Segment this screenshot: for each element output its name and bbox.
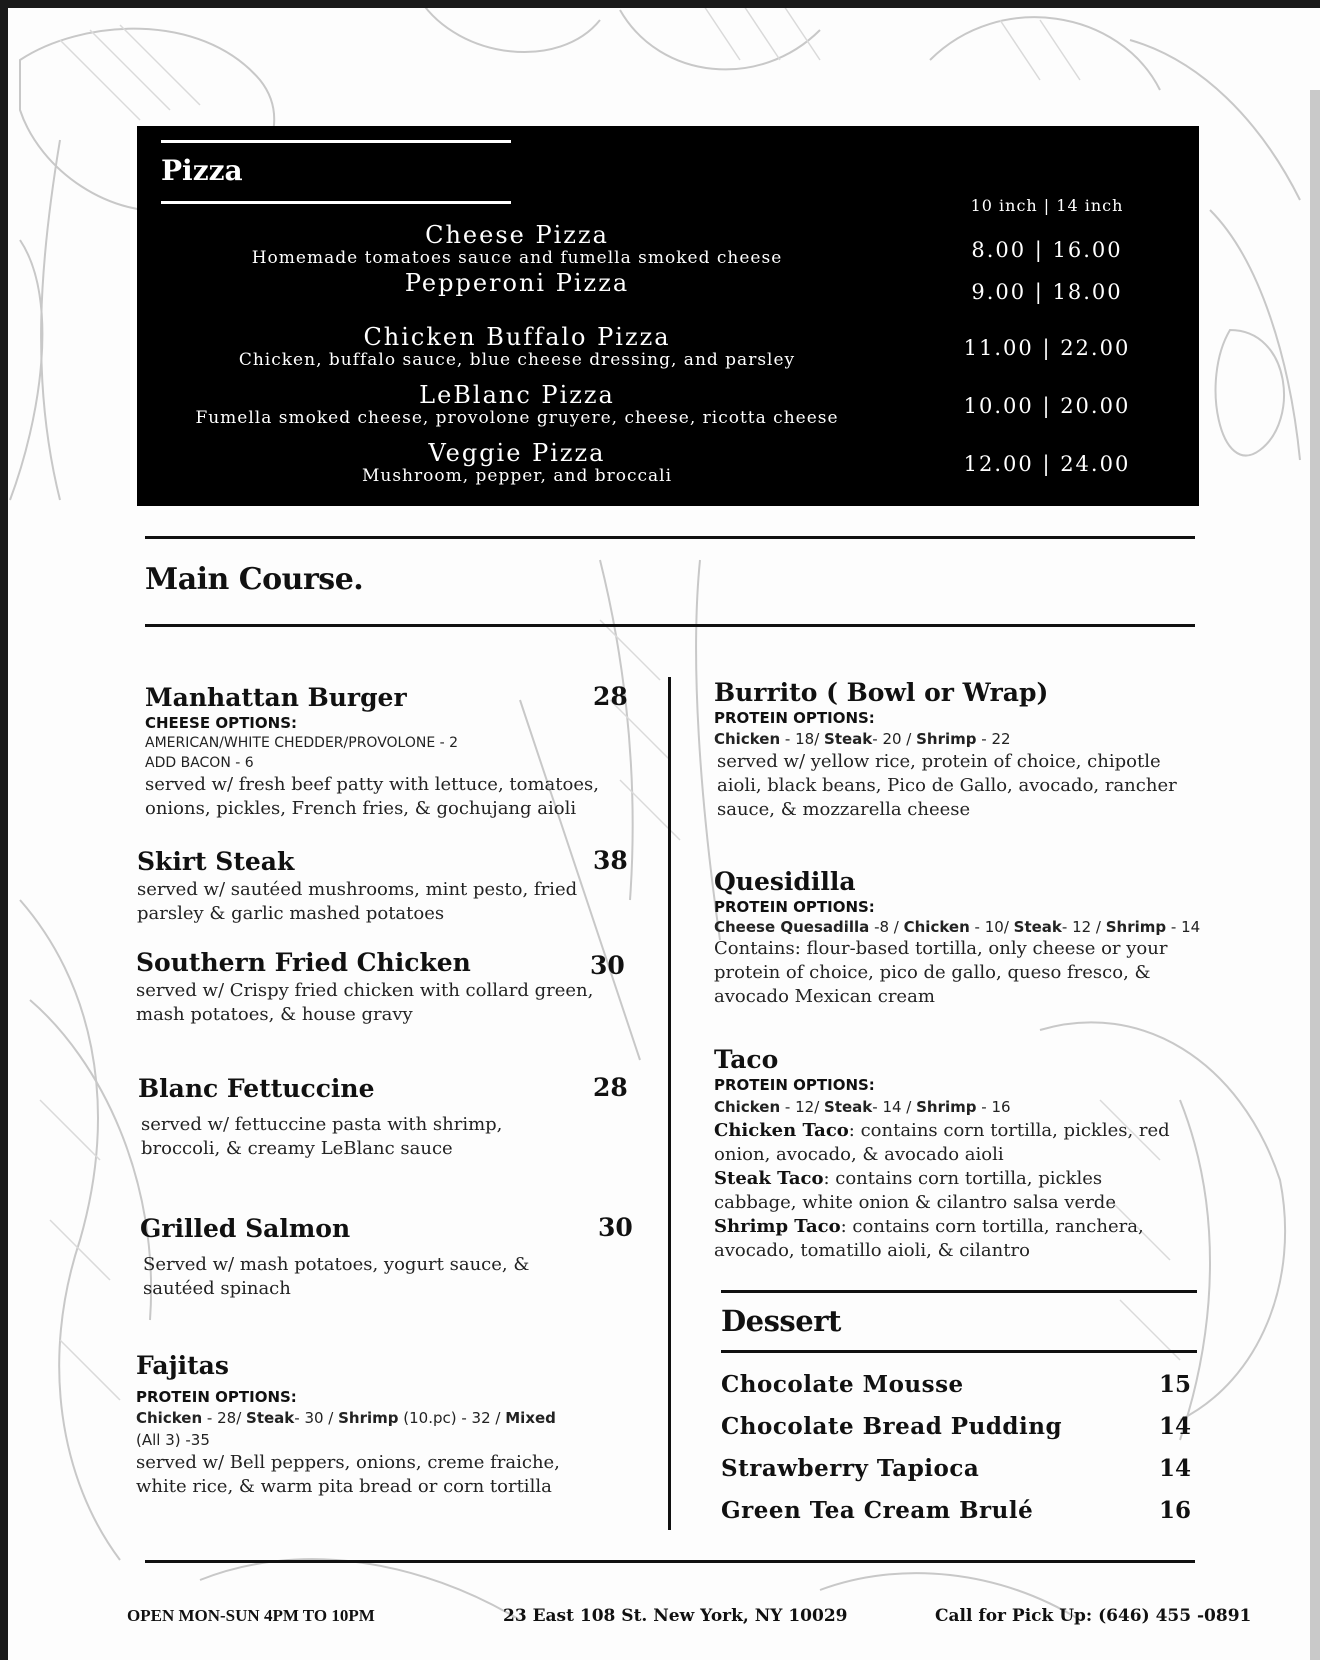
options-heading: CHEESE OPTIONS: <box>145 714 297 732</box>
option-line <box>714 1095 1254 1119</box>
menu-item-quesadilla <box>714 866 1274 1009</box>
options-heading: PROTEIN OPTIONS: <box>136 1388 297 1406</box>
column-divider <box>668 677 671 1530</box>
option-price: - 14 <box>1166 918 1201 936</box>
option-protein: Steak <box>1013 918 1062 936</box>
item-name: Grilled Salmon <box>140 1214 351 1243</box>
option-protein: Mixed <box>505 1409 556 1427</box>
option-price: - 14 / <box>872 1098 917 1116</box>
dessert-item <box>721 1455 1191 1482</box>
dessert-price: 15 <box>1158 1371 1191 1398</box>
option-protein: Shrimp <box>916 1098 977 1116</box>
dessert-price: 14 <box>1158 1413 1191 1440</box>
item-desc: Served w/ mash potatoes, yogurt sauce, & <box>143 1254 530 1275</box>
pizza-name: Chicken Buffalo Pizza <box>363 323 671 351</box>
top-border <box>0 0 1320 8</box>
option-protein: Chicken <box>714 1098 781 1116</box>
option-protein: Chicken <box>903 918 970 936</box>
option-price: - 18/ <box>780 730 825 748</box>
item-desc: served w/ Bell peppers, onions, creme fraiche, <box>136 1452 560 1473</box>
option-price: - 16 <box>976 1098 1011 1116</box>
option-price: - 28/ <box>202 1409 247 1427</box>
menu-item-fajitas <box>136 1350 646 1499</box>
left-border <box>0 0 8 1660</box>
main-course-title: Main Course. <box>145 562 364 597</box>
dessert-name: Chocolate Bread Pudding <box>721 1413 1063 1440</box>
main-rule-bottom <box>145 624 1195 627</box>
item-name: Skirt Steak <box>137 847 295 876</box>
pizza-price: 11.00 | 22.00 <box>963 336 1131 360</box>
address: 23 East 108 St. New York, NY 10029 <box>503 1606 848 1626</box>
pizza-price: 10.00 | 20.00 <box>963 394 1131 418</box>
pizza-name: LeBlanc Pizza <box>419 381 615 409</box>
menu-item-manhattan-burger <box>145 682 628 821</box>
pizza-item <box>177 324 857 370</box>
option-protein: Shrimp <box>1105 918 1167 936</box>
menu-item-taco <box>714 1044 1254 1263</box>
option-protein: Steak <box>246 1409 295 1427</box>
dessert-rule-top <box>721 1290 1197 1293</box>
dessert-name: Green Tea Cream Brulé <box>721 1497 1034 1524</box>
pizza-title: Pizza <box>161 154 243 187</box>
item-price: 30 <box>598 1213 633 1242</box>
option-protein: Chicken <box>714 730 781 748</box>
footer-rule <box>145 1560 1195 1563</box>
pizza-price: 8.00 | 16.00 <box>971 238 1123 262</box>
item-desc <box>714 1167 1254 1191</box>
option-line <box>714 728 1254 750</box>
item-name: Taco <box>714 1045 779 1074</box>
item-name: Manhattan Burger <box>145 683 407 712</box>
options-heading: PROTEIN OPTIONS: <box>714 898 875 916</box>
option-price: - 12/ <box>780 1098 825 1116</box>
item-desc: protein of choice, pico de gallo, queso fresco, & <box>714 962 1151 983</box>
option-protein: Shrimp <box>916 730 977 748</box>
option-price: - 20 / <box>872 730 917 748</box>
item-desc: served w/ Crispy fried chicken with collard green, <box>136 980 594 1001</box>
taco-variant-name: Shrimp Taco <box>714 1216 841 1237</box>
item-price: 28 <box>593 682 628 711</box>
item-desc: avocado Mexican cream <box>714 986 935 1007</box>
option-line: AMERICAN/WHITE CHEDDER/PROVOLONE - 2 <box>145 735 459 751</box>
option-price: - 22 <box>976 730 1011 748</box>
option-line <box>136 1407 646 1429</box>
dessert-name: Strawberry Tapioca <box>721 1455 980 1482</box>
item-desc: white rice, & warm pita bread or corn tortilla <box>136 1476 552 1497</box>
item-name: Burrito ( Bowl or Wrap) <box>714 678 1049 707</box>
option-protein: Shrimp <box>338 1409 399 1427</box>
dessert-price: 14 <box>1158 1455 1191 1482</box>
item-desc: cabbage, white onion & cilantro salsa verde <box>714 1192 1116 1213</box>
option-price: - 12 / <box>1061 918 1106 936</box>
option-price: -8 / <box>869 918 904 936</box>
options-heading: PROTEIN OPTIONS: <box>714 1076 875 1094</box>
item-desc: broccoli, & creamy LeBlanc sauce <box>141 1138 453 1159</box>
pizza-price: 9.00 | 18.00 <box>971 280 1123 304</box>
pizza-size-header: 10 inch | 14 inch <box>970 196 1124 215</box>
option-protein: Cheese Quesadilla <box>714 918 870 936</box>
dessert-rule-bottom <box>721 1350 1197 1353</box>
option-protein: Steak <box>824 1098 873 1116</box>
item-desc: sauce, & mozzarella cheese <box>717 799 971 820</box>
pizza-desc: Chicken, buffalo sauce, blue cheese dressing, and parsley <box>238 350 796 370</box>
item-desc: parsley & garlic mashed potatoes <box>137 903 445 924</box>
pizza-item <box>177 382 857 428</box>
pizza-item <box>177 222 857 268</box>
pizza-item <box>177 440 857 486</box>
pickup-phone: Call for Pick Up: (646) 455 -0891 <box>935 1606 1252 1626</box>
pizza-desc: Homemade tomatoes sauce and fumella smoked cheese <box>251 248 783 268</box>
pizza-section <box>137 126 1199 506</box>
pizza-name: Veggie Pizza <box>428 439 606 467</box>
dessert-item <box>721 1371 1191 1398</box>
item-desc: served w/ sautéed mushrooms, mint pesto, fried <box>137 879 578 900</box>
item-name: Quesidilla <box>714 867 856 896</box>
item-desc: served w/ fresh beef patty with lettuce, tomatoes, <box>145 774 599 795</box>
item-desc: served w/ yellow rice, protein of choice, chipotle <box>717 751 1161 772</box>
dessert-item <box>721 1497 1191 1524</box>
dessert-name: Chocolate Mousse <box>721 1371 964 1398</box>
menu-item-burrito <box>714 677 1254 822</box>
pizza-name: Cheese Pizza <box>425 221 609 249</box>
option-protein: Steak <box>824 730 873 748</box>
dessert-title: Dessert <box>721 1304 841 1338</box>
item-name: Fajitas <box>136 1351 229 1380</box>
dessert-item <box>721 1413 1191 1440</box>
taco-variant-name: Chicken Taco <box>714 1120 849 1141</box>
item-desc: Contains: flour-based tortilla, only cheese or your <box>714 938 1168 959</box>
item-desc <box>714 1215 1254 1239</box>
menu-item-southern-fried-chicken <box>136 947 636 1027</box>
taco-variant-desc: : contains corn tortilla, ranchera, <box>840 1216 1144 1237</box>
main-rule-top <box>145 536 1195 539</box>
item-name: Blanc Fettuccine <box>138 1074 375 1103</box>
options-heading: PROTEIN OPTIONS: <box>714 709 875 727</box>
taco-variant-desc: : contains corn tortilla, pickles <box>823 1168 1103 1189</box>
pizza-item <box>177 270 857 296</box>
option-price: (10.pc) - 32 / <box>398 1409 506 1427</box>
menu-item-blanc-fettuccine <box>138 1073 628 1161</box>
taco-variant-desc: : contains corn tortilla, pickles, red <box>848 1120 1170 1141</box>
option-line <box>714 917 1274 937</box>
pizza-rule-bottom <box>161 201 511 204</box>
pizza-rule-top <box>161 140 511 143</box>
item-desc: aioli, black beans, Pico de Gallo, avocado, rancher <box>717 775 1177 796</box>
pizza-desc: Mushroom, pepper, and broccali <box>361 466 673 486</box>
item-desc <box>714 1119 1254 1143</box>
item-desc: sautéed spinach <box>143 1278 291 1299</box>
taco-variant-name: Steak Taco <box>714 1168 824 1189</box>
item-price: 30 <box>590 951 625 980</box>
item-desc: served w/ fettuccine pasta with shrimp, <box>141 1114 503 1135</box>
item-desc: avocado, tomatillo aioli, & cilantro <box>714 1240 1030 1261</box>
item-price: 28 <box>593 1073 628 1102</box>
item-desc: mash potatoes, & house gravy <box>136 1004 413 1025</box>
menu-item-grilled-salmon <box>140 1213 640 1301</box>
pizza-price: 12.00 | 24.00 <box>963 452 1131 476</box>
item-desc: onions, pickles, French fries, & gochujang aioli <box>145 798 577 819</box>
option-price: - 10/ <box>969 918 1014 936</box>
pizza-desc: Fumella smoked cheese, provolone gruyere, cheese, ricotta cheese <box>195 408 839 428</box>
opening-hours: OPEN MON-SUN 4PM TO 10PM <box>127 1606 375 1625</box>
dessert-price: 16 <box>1158 1497 1191 1524</box>
item-desc: onion, avocado, & avocado aioli <box>714 1144 1004 1165</box>
menu-item-skirt-steak <box>137 846 627 926</box>
right-border <box>1310 90 1320 1660</box>
item-price: 38 <box>593 846 628 875</box>
option-line: (All 3) -35 <box>136 1431 210 1449</box>
option-price: - 30 / <box>294 1409 339 1427</box>
item-name: Southern Fried Chicken <box>136 948 471 977</box>
option-protein: Chicken <box>136 1409 203 1427</box>
pizza-name: Pepperoni Pizza <box>404 269 630 297</box>
option-line: ADD BACON - 6 <box>145 755 254 771</box>
